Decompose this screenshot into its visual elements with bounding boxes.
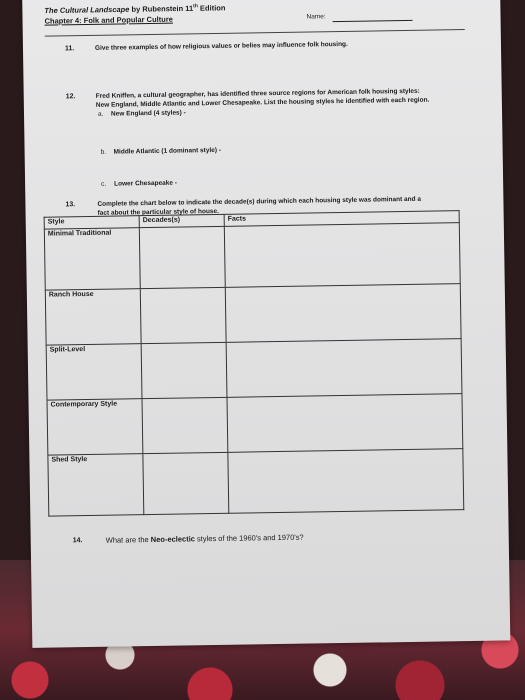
q12a-label: New England (4 styles) - bbox=[110, 109, 186, 118]
name-label: Name: bbox=[306, 13, 326, 21]
q11-text: Give three examples of how religious values or belies may influence folk housing. bbox=[94, 40, 348, 52]
q13-number: 13. bbox=[65, 201, 76, 209]
col-header-style: Style bbox=[44, 216, 139, 229]
q11-number: 11. bbox=[64, 45, 75, 53]
facts-cell[interactable] bbox=[224, 223, 460, 288]
style-cell: Shed Style bbox=[48, 454, 144, 516]
housing-styles-chart bbox=[44, 207, 465, 516]
decades-cell[interactable] bbox=[142, 397, 228, 453]
q14-number: 14. bbox=[72, 537, 83, 545]
name-field[interactable] bbox=[333, 20, 413, 22]
table-row bbox=[46, 339, 462, 401]
decades-cell[interactable] bbox=[143, 452, 229, 514]
facts-cell[interactable] bbox=[225, 284, 461, 343]
q13-text-line2: fact about the particular style of house. bbox=[97, 207, 219, 217]
table-row bbox=[44, 223, 460, 291]
q12b-label: Middle Atlantic (1 dominant style) - bbox=[113, 146, 222, 156]
facts-cell[interactable] bbox=[228, 449, 464, 514]
decades-cell[interactable] bbox=[141, 342, 227, 398]
q12-number: 12. bbox=[65, 93, 76, 101]
chapter-heading: Chapter 4: Folk and Popular Culture bbox=[44, 14, 173, 26]
style-cell: Ranch House bbox=[45, 289, 141, 345]
decades-cell[interactable] bbox=[139, 226, 225, 288]
q12b-letter: b. bbox=[100, 148, 107, 156]
decades-cell[interactable] bbox=[140, 287, 226, 343]
table-row bbox=[48, 449, 464, 517]
q13-text-line1: Complete the chart below to indicate the decade(s) during which each housing style was dominant and a bbox=[97, 195, 422, 208]
col-header-facts: Facts bbox=[224, 211, 459, 227]
table-row bbox=[47, 394, 463, 456]
style-cell: Split-Level bbox=[46, 344, 142, 400]
q12-text-line2: New England, Middle Atlantic and Lower Chesapeake. List the housing styles he identified with each region. bbox=[95, 96, 430, 109]
q12a-letter: a. bbox=[97, 110, 104, 118]
facts-cell[interactable] bbox=[227, 394, 463, 453]
q14-text: What are the Neo-eclectic styles of the 1960's and 1970's? bbox=[105, 532, 304, 545]
header-divider bbox=[45, 29, 465, 37]
worksheet-page bbox=[22, 0, 510, 648]
q12c-letter: c. bbox=[101, 180, 107, 188]
q12c-label: Lower Chesapeake - bbox=[114, 179, 178, 188]
table-row bbox=[45, 284, 461, 346]
style-cell: Minimal Traditional bbox=[44, 228, 140, 290]
facts-cell[interactable] bbox=[226, 339, 462, 398]
worksheet-title: The Cultural Landscape by Rubenstein 11th Edition bbox=[44, 3, 226, 16]
style-cell: Contemporary Style bbox=[47, 399, 143, 455]
q12-text-line1: Fred Kniffen, a cultural geographer, has identified three source regions for American folk housing styles: bbox=[95, 87, 420, 100]
col-header-decades: Decades(s) bbox=[139, 214, 224, 227]
